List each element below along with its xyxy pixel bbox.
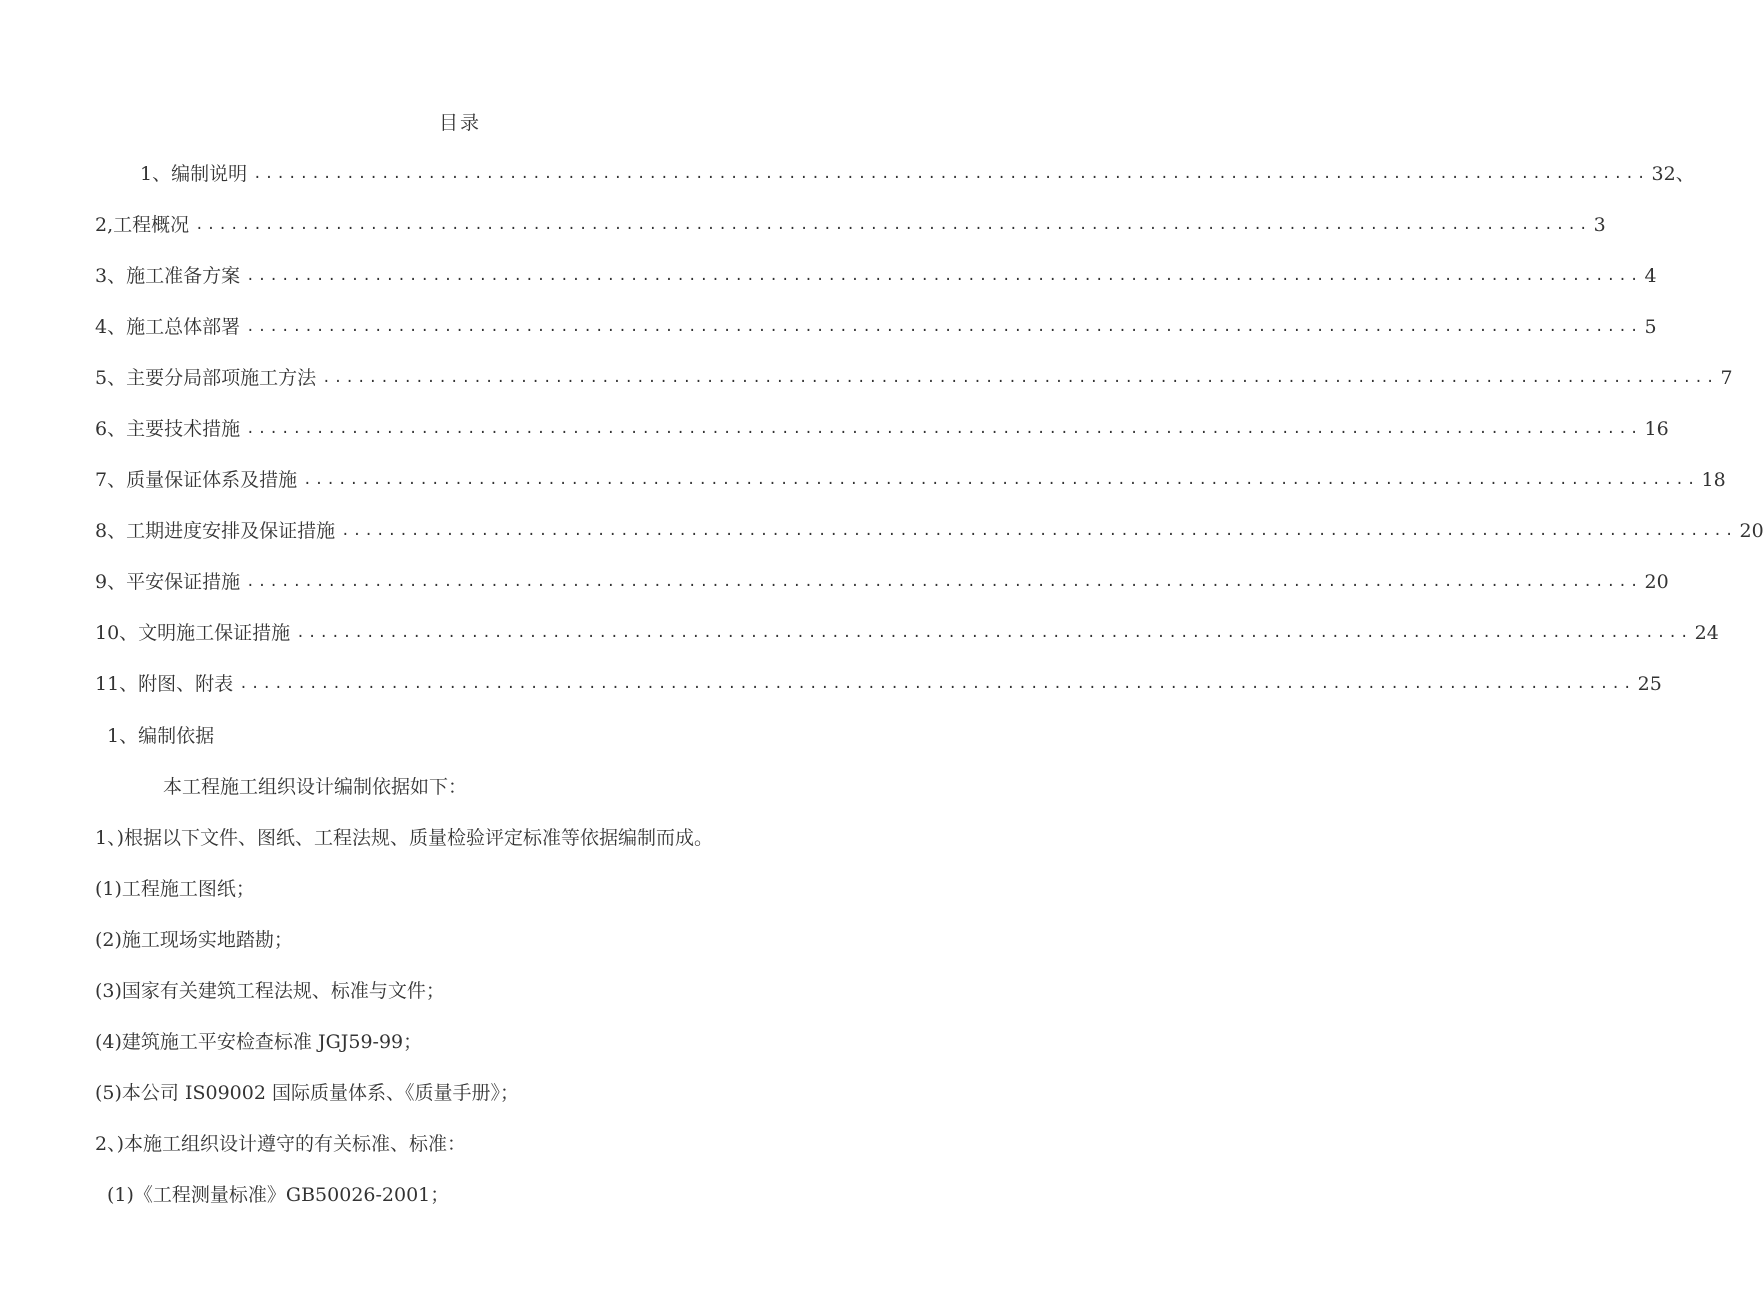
toc-entry-label: 7、质量保证体系及措施 bbox=[95, 469, 298, 491]
toc-entry-label: 2,工程概况 bbox=[95, 214, 190, 236]
toc-leader-dots: ........................................................................................................................ bbox=[253, 166, 1649, 182]
toc-entry-label: 4、施工总体部署 bbox=[95, 316, 241, 338]
toc-entry-page: 16 bbox=[1644, 418, 1669, 440]
toc-entry[interactable] bbox=[95, 312, 1657, 342]
toc-leader-dots: ........................................................................................................................ bbox=[296, 625, 1692, 641]
section-heading: 1、编制依据 bbox=[107, 725, 215, 747]
toc-entry-label: 11、附图、附表 bbox=[95, 673, 234, 695]
toc-entry-page: 20 bbox=[1644, 571, 1669, 593]
sub-item: (5)本公司 IS09002 国际质量体系、《质量手册》； bbox=[95, 1082, 519, 1104]
sub-item: (2)施工现场实地踏勘； bbox=[95, 929, 293, 951]
toc-leader-dots: ........................................................................................................................ bbox=[341, 523, 1737, 539]
toc-entry[interactable] bbox=[95, 516, 1764, 546]
toc-entry[interactable] bbox=[95, 363, 1733, 393]
sub-item: (3)国家有关建筑工程法规、标准与文件； bbox=[95, 980, 445, 1002]
toc-entry-page: 32、 bbox=[1651, 163, 1695, 185]
toc-entry[interactable] bbox=[95, 669, 1662, 699]
basis-item-2: 2、)本施工组织设计遵守的有关标准、标准： bbox=[95, 1133, 467, 1155]
basis-item-1: 1、)根据以下文件、图纸、工程法规、质量检验评定标准等依据编制而成。 bbox=[95, 827, 714, 849]
toc-leader-dots: ........................................................................................................................ bbox=[195, 217, 1591, 233]
standard-item: (1)《工程测量标准》GB50026-2001； bbox=[107, 1184, 450, 1206]
toc-entry-page: 20 bbox=[1739, 520, 1764, 542]
toc-leader-dots: ........................................................................................................................ bbox=[322, 370, 1718, 386]
toc-entry[interactable] bbox=[95, 261, 1657, 291]
toc-entry-page: 25 bbox=[1637, 673, 1662, 695]
toc-entry-label: 1、编制说明 bbox=[140, 163, 248, 185]
toc-entry-label: 6、主要技术措施 bbox=[95, 418, 241, 440]
intro-paragraph: 本工程施工组织设计编制依据如下： bbox=[163, 776, 468, 798]
toc-leader-dots: ........................................................................................................................ bbox=[239, 676, 1635, 692]
toc-entry-page: 3 bbox=[1593, 214, 1606, 236]
toc-entry[interactable] bbox=[95, 414, 1669, 444]
toc-entry-page: 7 bbox=[1720, 367, 1733, 389]
toc-entry-page: 4 bbox=[1644, 265, 1657, 287]
toc-entry-label: 3、施工准备方案 bbox=[95, 265, 241, 287]
toc-leader-dots: ........................................................................................................................ bbox=[246, 319, 1642, 335]
sub-item: (4)建筑施工平安检查标准 JGJ59-99； bbox=[95, 1031, 423, 1053]
toc-entry[interactable] bbox=[95, 618, 1719, 648]
toc-leader-dots: ........................................................................................................................ bbox=[303, 472, 1699, 488]
toc-entry[interactable] bbox=[95, 210, 1606, 240]
sub-item: (1)工程施工图纸； bbox=[95, 878, 255, 900]
toc-entry[interactable] bbox=[95, 567, 1669, 597]
toc-leader-dots: ........................................................................................................................ bbox=[246, 268, 1642, 284]
toc-entry-page: 5 bbox=[1644, 316, 1657, 338]
toc-entry[interactable] bbox=[140, 159, 1695, 189]
toc-leader-dots: ........................................................................................................................ bbox=[246, 574, 1642, 590]
toc-entry-page: 24 bbox=[1694, 622, 1719, 644]
toc-entry-label: 8、工期进度安排及保证措施 bbox=[95, 520, 336, 542]
toc-entry[interactable] bbox=[95, 465, 1726, 495]
toc-title: 目录 bbox=[438, 112, 481, 134]
toc-entry-label: 10、文明施工保证措施 bbox=[95, 622, 291, 644]
toc-entry-label: 5、主要分局部项施工方法 bbox=[95, 367, 317, 389]
toc-entry-page: 18 bbox=[1701, 469, 1726, 491]
toc-leader-dots: ........................................................................................................................ bbox=[246, 421, 1642, 437]
toc-entry-label: 9、平安保证措施 bbox=[95, 571, 241, 593]
